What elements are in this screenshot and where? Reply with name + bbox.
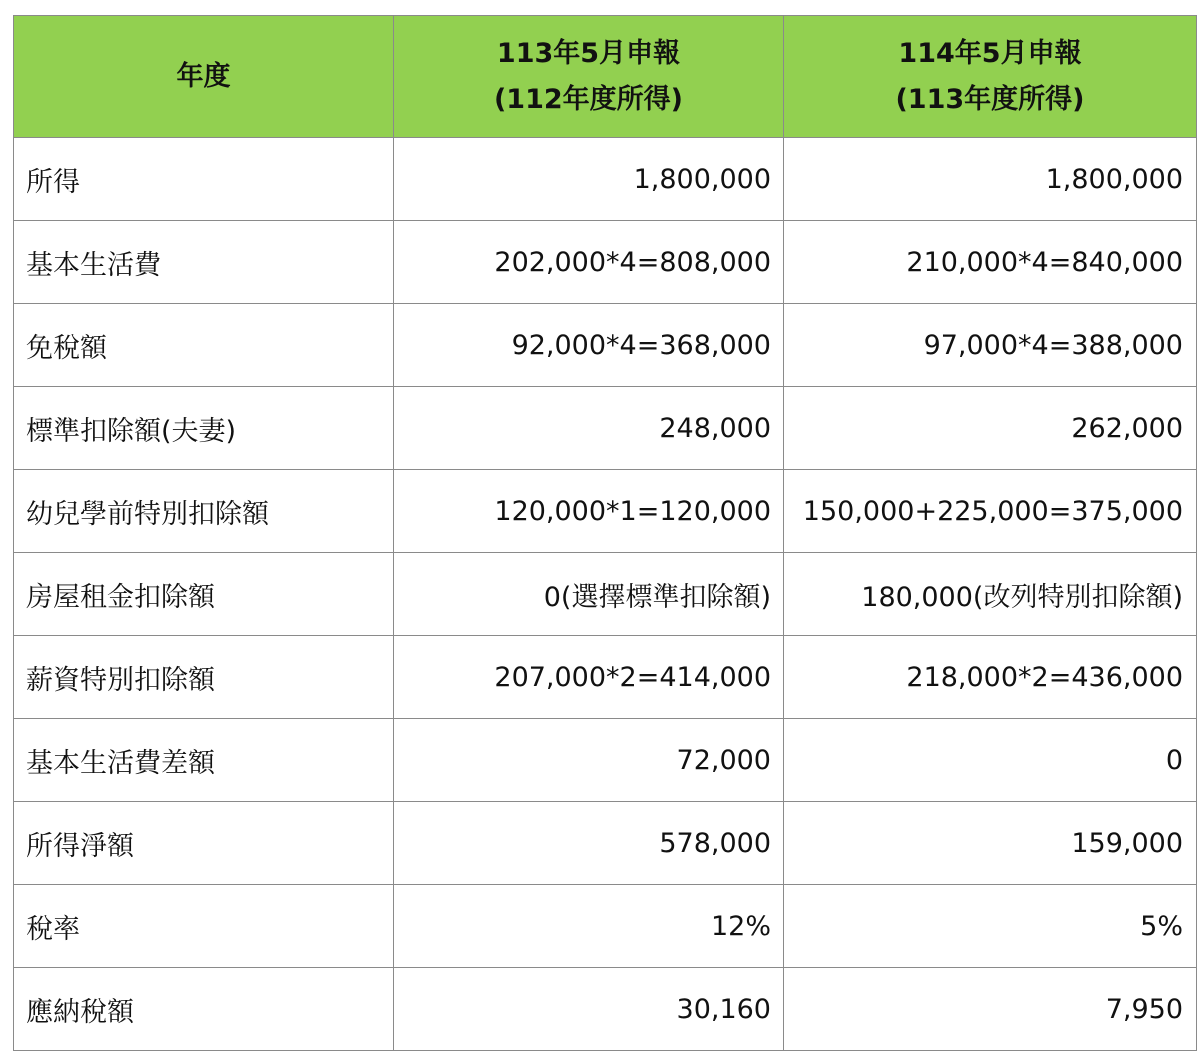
table-row <box>14 138 1197 221</box>
row-label: 應納稅額 <box>14 968 394 1051</box>
row-label: 薪資特別扣除額 <box>14 636 394 719</box>
row-label: 房屋租金扣除額 <box>14 553 394 636</box>
value-113: 72,000 <box>394 719 784 802</box>
row-label: 幼兒學前特別扣除額 <box>14 470 394 553</box>
value-114: 5% <box>784 885 1197 968</box>
value-113: 0(選擇標準扣除額) <box>394 553 784 636</box>
row-label: 免稅額 <box>14 304 394 387</box>
table-row <box>14 636 1197 719</box>
header-row <box>14 16 1197 138</box>
value-114: 210,000*4=840,000 <box>784 221 1197 304</box>
value-113: 202,000*4=808,000 <box>394 221 784 304</box>
tax-comparison-table <box>13 15 1197 1051</box>
value-114: 180,000(改列特別扣除額) <box>784 553 1197 636</box>
row-label: 基本生活費 <box>14 221 394 304</box>
header-114-filing-title: 114年5月申報 <box>898 37 1082 69</box>
header-year-label: 年度 <box>176 60 231 92</box>
table-row <box>14 719 1197 802</box>
value-113: 248,000 <box>394 387 784 470</box>
header-114-filing <box>784 16 1197 138</box>
value-113: 92,000*4=368,000 <box>394 304 784 387</box>
value-113: 30,160 <box>394 968 784 1051</box>
table-row <box>14 470 1197 553</box>
value-113: 1,800,000 <box>394 138 784 221</box>
table-row <box>14 553 1197 636</box>
row-label: 稅率 <box>14 885 394 968</box>
table-body <box>14 138 1197 1051</box>
table-row <box>14 387 1197 470</box>
header-113-filing <box>394 16 784 138</box>
row-label: 所得淨額 <box>14 802 394 885</box>
value-113: 120,000*1=120,000 <box>394 470 784 553</box>
row-label: 基本生活費差額 <box>14 719 394 802</box>
row-label: 標準扣除額(夫妻) <box>14 387 394 470</box>
value-114: 0 <box>784 719 1197 802</box>
header-113-filing-title: 113年5月申報 <box>496 37 681 69</box>
header-114-filing-subtitle: (113年度所得) <box>895 83 1085 115</box>
table-row <box>14 802 1197 885</box>
table-row <box>14 221 1197 304</box>
value-113: 12% <box>394 885 784 968</box>
value-114: 159,000 <box>784 802 1197 885</box>
header-year <box>14 16 394 138</box>
value-114: 218,000*2=436,000 <box>784 636 1197 719</box>
value-114: 150,000+225,000=375,000 <box>784 470 1197 553</box>
table-row <box>14 885 1197 968</box>
value-114: 262,000 <box>784 387 1197 470</box>
value-114: 7,950 <box>784 968 1197 1051</box>
value-113: 207,000*2=414,000 <box>394 636 784 719</box>
table-header <box>14 16 1197 138</box>
header-113-filing-subtitle: (112年度所得) <box>493 83 684 115</box>
table-row <box>14 304 1197 387</box>
table-row <box>14 968 1197 1051</box>
value-114: 97,000*4=388,000 <box>784 304 1197 387</box>
value-113: 578,000 <box>394 802 784 885</box>
value-114: 1,800,000 <box>784 138 1197 221</box>
row-label: 所得 <box>14 138 394 221</box>
